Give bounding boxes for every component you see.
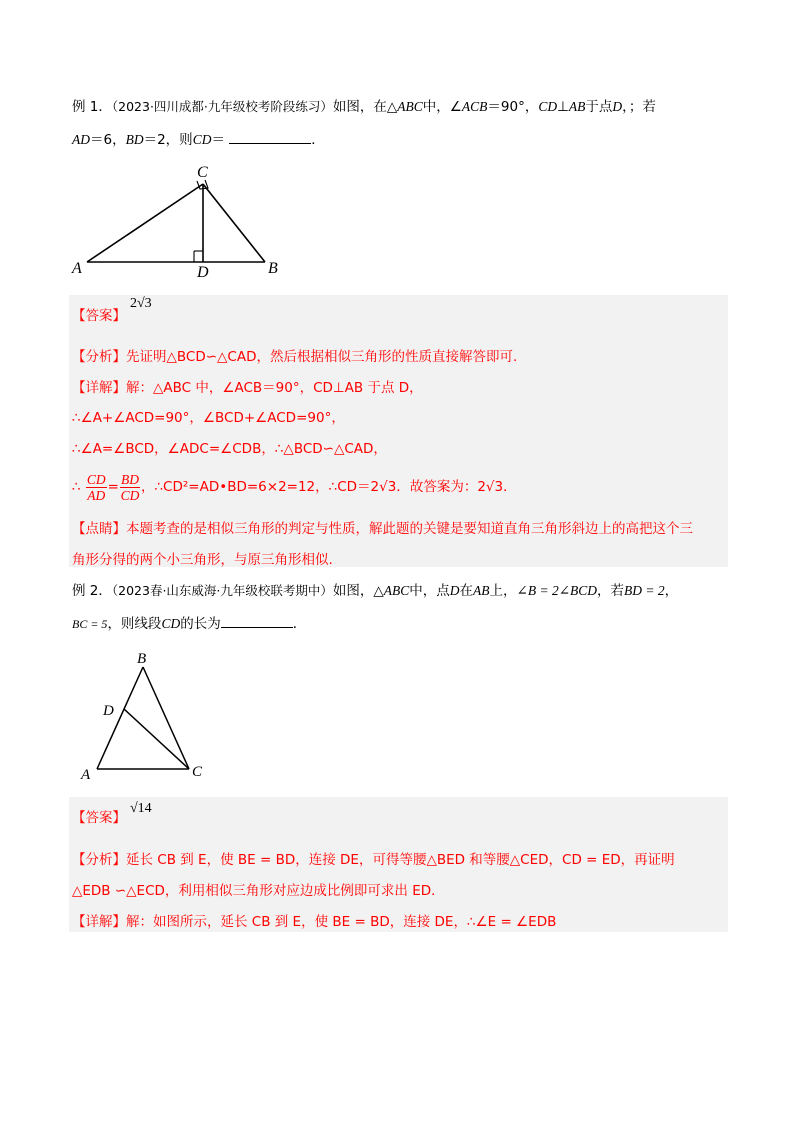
ex1-analysis-text: 先证明△BCD∽△CAD，然后根据相似三角形的性质直接解答即可. (126, 349, 518, 365)
ex2-answer-value: √14 (130, 801, 152, 816)
ex1-q-text: ＝90°， (487, 99, 539, 115)
ex1-frac-num: CD (86, 471, 106, 487)
ex1-q-math: ACB (461, 99, 488, 114)
ex1-figure (70, 160, 290, 280)
ex1-q-text: ． (311, 132, 325, 148)
ex1-comment-tag: 【点睛】 (72, 521, 126, 537)
ex2-q-math: △ABC (373, 583, 410, 598)
ex1-frac-den: AD (87, 487, 106, 503)
ex1-therefore: ∴ (72, 479, 81, 495)
ex1-q-math: AD (72, 132, 90, 147)
ex1-frac-num: BD (120, 471, 139, 487)
ex1-q-math: ABC (397, 99, 423, 114)
ex2-label-b: B (137, 651, 147, 667)
ex1-comment-row2: 角形分得的两个小三角形，与原三角形相似. (72, 552, 333, 568)
ex1-q-text: ＝ (211, 132, 225, 148)
ex1-q-text: ＝6， (90, 132, 126, 148)
ex2-q-text: 的长为 (180, 616, 221, 632)
ex2-label-a: A (81, 767, 91, 783)
ex1-q-text: 于点 (585, 99, 613, 115)
ex2-analysis-tag: 【分析】 (72, 852, 126, 868)
ex1-question-line2 (72, 129, 325, 150)
ex1-q-text: 如图，在△ (332, 99, 398, 115)
ex1-detail-row2: ∴∠A+∠ACD=90°，∠BCD+∠ACD=90°， (72, 410, 345, 426)
ex2-q-text: 如图， (332, 583, 374, 599)
ex1-answer-row (72, 306, 126, 326)
ex1-answer-tag: 【答案】 (72, 308, 126, 324)
ex2-answer-blank[interactable] (221, 613, 293, 628)
ex1-detail-text: ，∴CD²=AD•BD=6×2=12，∴CD＝2√3．故答案为：2√3． (140, 479, 517, 495)
ex1-fraction-bd-cd (120, 472, 140, 503)
ex1-analysis-row (72, 347, 517, 367)
ex2-q-text: ，则线段 (107, 616, 162, 632)
ex2-source: （2023春·山东威海·九年级校联考期中） (111, 583, 333, 598)
ex1-detail-row4 (72, 470, 517, 504)
ex2-q-math: AB (473, 583, 490, 598)
ex1-label-d: D (197, 264, 209, 280)
ex2-detail-tag: 【详解】 (72, 914, 126, 930)
ex1-q-text: ，；若 (622, 99, 656, 115)
ex2-analysis-row2: △EDB ∽△ECD，利用相似三角形对应边成比例即可求出 ED． (72, 883, 445, 899)
ex1-q-text: ⊥ (557, 99, 569, 115)
ex1-comment-row1 (72, 519, 693, 539)
ex1-q-text: 中，∠ (422, 99, 462, 115)
ex1-detail-row3: ∴∠A=∠BCD，∠ADC=∠CDB，∴△BCD∽△CAD， (72, 441, 387, 457)
ex2-q-text: 中，点 (409, 583, 450, 599)
ex1-comment-text: 本题考查的是相似三角形的判定与性质，解此题的关键是要知道直角三角形斜边上的高把这个三 (126, 521, 693, 537)
ex1-q-text: ＝2，则 (143, 132, 193, 148)
ex2-answer-row (72, 808, 126, 828)
ex1-q-math: AB (568, 99, 586, 114)
ex2-detail-row1 (72, 912, 556, 932)
ex2-label-d: D (103, 703, 114, 719)
ex1-source: （2023·四川成都·九年级校考阶段练习） (111, 99, 333, 114)
ex1-q-math: D (612, 99, 623, 114)
ex2-q-text: ， (664, 583, 679, 599)
ex1-q-math: BD (125, 132, 144, 147)
ex2-q-text: 在 (459, 583, 474, 599)
ex1-fraction-cd-ad (86, 472, 107, 503)
ex2-label: 例 2． (72, 583, 112, 599)
ex1-analysis-tag: 【分析】 (72, 349, 126, 365)
ex1-answer-blank[interactable] (229, 129, 311, 144)
ex2-q-math: BC = 5 (72, 617, 108, 631)
ex2-q-text: ，若 (597, 583, 625, 599)
ex2-q-math: BD = 2 (624, 583, 665, 598)
ex1-frac-den: CD (120, 487, 140, 503)
ex1-answer-value: 2√3 (130, 296, 152, 311)
ex2-question-line1 (72, 581, 678, 601)
ex1-frac-eq: = (107, 479, 119, 495)
ex2-detail-text: 解：如图所示，延长 CB 到 E，使 BE = BD，连接 DE，∴∠E = ∠EDB (126, 914, 557, 930)
ex1-label-b: B (268, 260, 278, 277)
ex1-detail-tag: 【详解】 (72, 380, 126, 396)
ex2-q-math: D (449, 583, 460, 598)
ex1-detail-text: 解：△ABC 中，∠ACB＝90°，CD⊥AB 于点 D， (126, 380, 423, 396)
ex2-q-text: ． (292, 616, 307, 632)
ex1-question-line1 (72, 97, 656, 117)
ex1-label: 例 1． (72, 99, 112, 115)
ex2-q-math: ∠B = 2∠BCD (516, 583, 598, 598)
ex2-analysis-text: 延长 CB 到 E，使 BE = BD，连接 DE，可得等腰△BED 和等腰△CED，CD = ED，再证明 (126, 852, 675, 868)
ex2-answer-tag: 【答案】 (72, 810, 126, 826)
ex2-figure (75, 645, 215, 785)
ex2-analysis-row1 (72, 850, 675, 870)
ex1-q-math: CD (192, 132, 212, 147)
ex1-label-c: C (197, 164, 208, 181)
ex2-q-text: 上， (489, 583, 517, 599)
ex2-q-math: CD (161, 616, 181, 631)
ex2-question-line2 (72, 613, 306, 634)
ex1-q-math: CD (538, 99, 558, 114)
ex1-detail-row1 (72, 378, 423, 398)
ex2-label-c: C (192, 764, 203, 780)
ex1-label-a: A (72, 260, 82, 277)
